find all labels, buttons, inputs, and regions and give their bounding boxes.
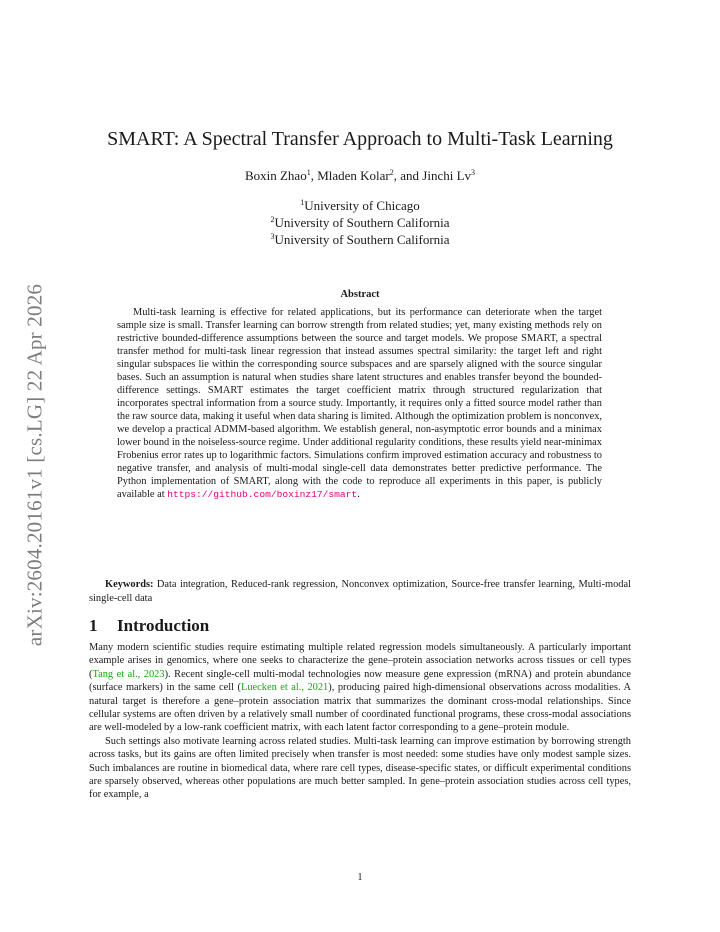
keywords xyxy=(89,578,631,606)
affiliation-name: University of Southern California xyxy=(274,215,450,230)
affiliation-marker: 1 xyxy=(300,198,305,207)
author-list xyxy=(0,168,720,184)
intro-text: ), producing paired high-dimensional observations across modalities. A natural target is therefore a gene–protein association matrix that summarizes the dominant cross-modal relationships. Since cellular systems are often driven by a relatively small number of coordinated functional programs, these cross-modal associations are well-modeled by a low-rank coefficient matrix, with each latent factor corresponding to a gene–protein module. xyxy=(89,682,631,734)
intro-paragraph xyxy=(89,641,631,735)
section-title: Introduction xyxy=(117,616,210,635)
abstract-end: . xyxy=(357,489,360,500)
section-heading-introduction xyxy=(89,616,209,636)
author-affiliation-marker: 2 xyxy=(389,168,394,177)
paper-title: SMART: A Spectral Transfer Approach to Multi-Task Learning xyxy=(107,128,613,150)
affiliation-marker: 3 xyxy=(270,232,275,241)
arxiv-stamp xyxy=(18,260,52,670)
affiliation-marker: 2 xyxy=(270,215,275,224)
author-name: Jinchi Lv xyxy=(422,168,472,183)
introduction-body xyxy=(89,641,631,802)
abstract-body xyxy=(117,306,602,501)
intro-paragraph: Such settings also motivate learning across related studies. Multi-task learning can improve estimation by borrowing strength across tasks, but its gains are often limited precisely when transfer is most needed: some studies have only modest sample sizes. Such imbalances are routine in biomedical data, where rare cell types, disease-specific states, or difficult experimental conditions are sparsely observed, whereas other populations are much better sampled. In gene–protein association studies across cell types, for example, a xyxy=(89,735,631,801)
affiliation-list xyxy=(0,197,720,248)
affiliation xyxy=(0,231,720,248)
abstract-text: Multi-task learning is effective for related applications, but its performance can deteriorate when the target sample size is small. Transfer learning can borrow strength from related studies; yet, many existing methods rely on restrictive bounded-difference assumptions between the source and target models. We propose SMART, a spectral transfer method for multi-task linear regression that instead assumes spectral similarity: the target left and right singular subspaces lie within the corresponding source subspaces and are sparsely aligned with the source singular bases. Such an assumption is natural when studies share latent structures and enables transfer beyond the bounded-difference settings. SMART estimates the target coefficient matrix through structured regularization that incorporates spectral information from a source study. Importantly, it requires only a fitted source model rather than the raw source data, making it useful when data sharing is limited. Although the optimization problem is nonconvex, we develop a practical ADMM-based algorithm. We establish general, non-asymptotic error bounds and a minimax lower bound in the noiseless-source regime. Under additional regularity conditions, these results yield near-minimax Frobenius error rates up to logarithmic factors. Simulations confirm improved estimation accuracy and robustness to negative transfer, and analysis of multi-modal single-cell data demonstrates better predictive performance. The Python implementation of SMART, along with the code to reproduce all experiments in this paper, is publicly available at xyxy=(117,307,602,500)
abstract-heading: Abstract xyxy=(340,289,380,300)
author-separator: , xyxy=(310,168,318,183)
arxiv-identifier: arXiv:2604.20161v1 [cs.LG] 22 Apr 2026 xyxy=(22,283,47,647)
citation-link[interactable]: Tang et al., 2023 xyxy=(92,668,165,680)
affiliation-name: University of Chicago xyxy=(304,198,420,213)
keywords-label: Keywords: xyxy=(105,579,154,590)
author-name: Boxin Zhao xyxy=(244,168,307,183)
affiliation-name: University of Southern California xyxy=(274,232,450,247)
intro-text: Many modern scientific studies require estimating multiple related regression models simultaneously. A particularly important example arises in genomics, where one seeks to characterize the gene–protein association networks across tissues or cell types ( xyxy=(89,642,631,680)
author-affiliation-marker: 3 xyxy=(471,168,476,177)
affiliation xyxy=(0,214,720,231)
author-separator: , and xyxy=(393,168,423,183)
author-affiliation-marker: 1 xyxy=(306,168,311,177)
keywords-text: Data integration, Reduced-rank regression, Nonconvex optimization, Source-free transfer learning, Multi-modal single-cell data xyxy=(89,579,631,604)
section-number: 1 xyxy=(89,616,98,635)
affiliation xyxy=(0,197,720,214)
code-repository-link[interactable]: https://github.com/boxinz17/smart xyxy=(167,489,358,500)
citation-link[interactable]: Luecken et al., 2021 xyxy=(241,682,329,694)
intro-text: ). Recent single-cell multi-modal technologies now measure gene expression (mRNA) and protein abundance (surface markers) in the same cell ( xyxy=(89,668,632,694)
author-name: Mladen Kolar xyxy=(317,168,390,183)
page-number: 1 xyxy=(357,872,363,883)
